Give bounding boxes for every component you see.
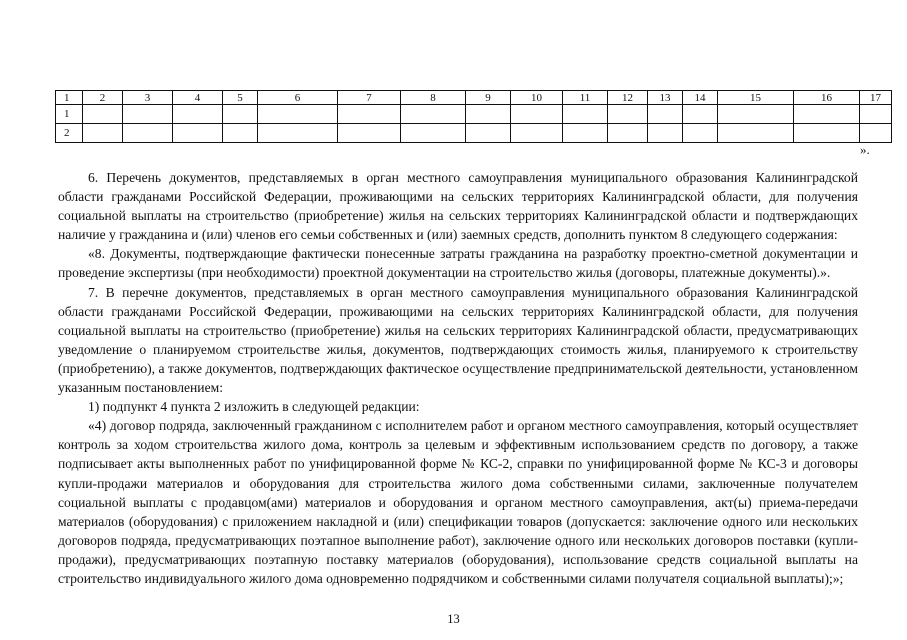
columns-table [55, 90, 892, 143]
table-cell [563, 124, 608, 143]
table-cell [123, 124, 173, 143]
table-cell [648, 105, 683, 124]
table-header-cell: 13 [648, 91, 683, 105]
table-header-cell: 14 [683, 91, 718, 105]
table-header-cell: 9 [466, 91, 511, 105]
table-header-cell: 12 [608, 91, 648, 105]
table-header-cell: 10 [511, 91, 563, 105]
table-header-row [56, 91, 892, 105]
table-header-cell: 8 [401, 91, 466, 105]
table-header-cell: 17 [860, 91, 892, 105]
table-header-cell: 16 [794, 91, 860, 105]
table-header-cell: 2 [83, 91, 123, 105]
table-cell [511, 105, 563, 124]
table-row [56, 124, 892, 143]
table-cell [83, 105, 123, 124]
table-cell [794, 105, 860, 124]
table-cell [511, 124, 563, 143]
table-cell [648, 124, 683, 143]
table-cell [173, 105, 223, 124]
table-cell [860, 124, 892, 143]
page-number: 13 [447, 612, 460, 626]
paragraph-6: 6. Перечень документов, представляемых в орган местного самоуправления муниципального образования Калининградской области гражданами Российской Федерации, проживающими на сельских территориях Калининградской области, для получения социальной выплаты на строительство (приобретение) жилья на сельских территориях Калининградской области и подтверждающих наличие у гражданина и (или) членов его семьи собственных и (или) заемных средств, дополнить пунктом 8 следующего содержания: [58, 170, 858, 243]
table-cell [83, 124, 123, 143]
table-header-cell: 3 [123, 91, 173, 105]
table-cell [683, 105, 718, 124]
table-cell [466, 124, 511, 143]
table-cell [608, 124, 648, 143]
table-cell [563, 105, 608, 124]
table-cell [466, 105, 511, 124]
table-header-cell: 4 [173, 91, 223, 105]
table-cell [401, 105, 466, 124]
table-header-cell: 7 [338, 91, 401, 105]
table-cell [173, 124, 223, 143]
table-row [56, 105, 892, 124]
table-cell [258, 124, 338, 143]
form-table [55, 90, 881, 143]
table-cell [683, 124, 718, 143]
closing-quote: ». [860, 142, 870, 157]
paragraph-7: 7. В перечне документов, представляемых в орган местного самоуправления муниципального образования Калининградской области гражданами Российской Федерации, проживающими на сельских территориях Калининградской области, для получения социальной выплаты на строительство (приобретение) жилья на сельских территориях Калининградской области, предусматривающих уведомление о планируемом строительстве жилья, документов, подтверждающих стоимость жилья, планируемого к строительству (приобретению), а также документов, подтверждающих фактическое осуществление предпринимательской деятельности, установленном указанным постановлением: [58, 284, 858, 396]
table-cell [860, 105, 892, 124]
table-cell [718, 124, 794, 143]
table-cell: 1 [56, 105, 83, 124]
table-cell [123, 105, 173, 124]
table-cell [223, 124, 258, 143]
paragraph-8-quote: «8. Документы, подтверждающие фактически понесенные затраты гражданина на разработку проектно-сметной документации и проведение экспертизы (при необходимости) проектной документации на строительство жилья (договоры, платежные документы).». [58, 246, 858, 281]
table-cell [338, 124, 401, 143]
table-cell [401, 124, 466, 143]
table-header-cell: 15 [718, 91, 794, 105]
table-cell: 2 [56, 124, 83, 143]
subparagraph-1: 1) подпункт 4 пункта 2 изложить в следующей редакции: [88, 399, 420, 415]
table-cell [794, 124, 860, 143]
table-header-cell: 1 [56, 91, 83, 105]
paragraph-4-quote: «4) договор подряда, заключенный гражданином с исполнителем работ и органом местного самоуправления, который осуществляет контроль за ходом строительства жилого дома, контроль за целевым и эффективным использованием средств по договору, а также подписывает акты выполненных работ по унифицированной форме № КС-2, справки по унифицированной форме № КС-3 и договоры купли-продажи материалов и оборудования для строительства жилого дома собственными силами, заключенные получателем социальной выплаты с продавцом(ами) материалов и оборудования и органом местного самоуправления, акт(ы) приема-передачи материалов (оборудования) с приложением накладной и (или) спецификации товаров (допускается: заключение одного или нескольких договоров подряда, предусматривающих поэтапное выполнение работ), заключение одного или нескольких договоров поставки (купли-продажи), предусматривающих поэтапную поставку материалов (оборудования), использование средств социальной выплаты на строительство индивидуального жилого дома одновременно подрядчиком и собственными силами получателя социальной выплаты);»; [58, 418, 858, 586]
table-cell [608, 105, 648, 124]
table-cell [223, 105, 258, 124]
table-cell [718, 105, 794, 124]
document-body [58, 168, 858, 588]
table-header-cell: 11 [563, 91, 608, 105]
table-header-cell: 6 [258, 91, 338, 105]
table-cell [338, 105, 401, 124]
table-cell [258, 105, 338, 124]
table-header-cell: 5 [223, 91, 258, 105]
